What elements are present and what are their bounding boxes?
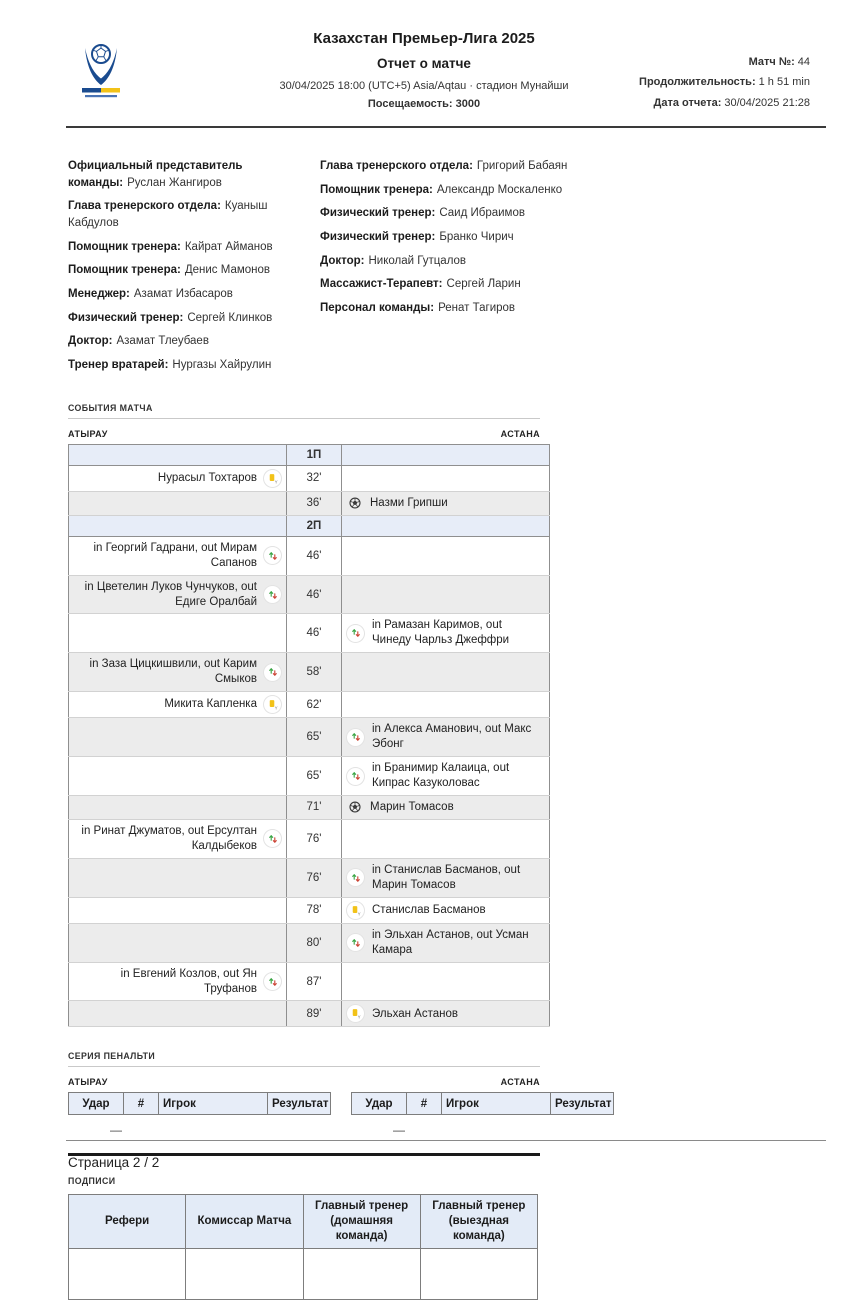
signature-header-cell: Комиссар Матча xyxy=(186,1195,303,1249)
events-section-divider xyxy=(68,418,540,419)
official-role-label: Физический тренер: xyxy=(68,311,184,324)
away-event-cell xyxy=(342,536,550,575)
duration-value: 1 h 51 min xyxy=(758,76,810,89)
attendance-label: Посещаемость: xyxy=(367,98,453,110)
home-event-cell xyxy=(69,536,287,575)
away-event-cell xyxy=(342,575,550,614)
home-event-cell xyxy=(69,614,287,653)
event-row xyxy=(69,465,550,491)
event-row xyxy=(69,757,550,796)
event-text: in Евгений Козлов, out Ян Труфанов xyxy=(120,967,257,995)
home-team-name: АТЫРАУ xyxy=(68,428,108,439)
events-table xyxy=(68,444,550,1028)
official-line xyxy=(320,276,586,293)
event-row xyxy=(69,491,550,515)
svg-text:Y: Y xyxy=(357,911,361,917)
league-logo xyxy=(78,40,124,102)
substitution-icon xyxy=(264,830,281,847)
signatures-section-title: ПОДПИСИ xyxy=(68,1176,116,1187)
signature-empty-cell xyxy=(303,1249,420,1300)
penalty-team-row xyxy=(68,1077,540,1087)
home-event-cell xyxy=(69,1001,287,1027)
svg-text:Y: Y xyxy=(274,705,278,711)
event-row xyxy=(69,575,550,614)
match-number-label: Матч №: xyxy=(748,56,795,68)
yellow-card-icon xyxy=(347,1005,364,1022)
event-text: in Бранимир Калаица, out Кипрас Казуколовас xyxy=(372,762,510,790)
period-away-cell xyxy=(342,515,550,536)
home-event-cell xyxy=(69,757,287,796)
away-officials-column xyxy=(320,158,586,381)
official-line xyxy=(68,239,314,256)
substitution-icon xyxy=(347,768,364,785)
event-row xyxy=(69,923,550,962)
signature-empty-cell xyxy=(69,1249,186,1300)
away-event-cell xyxy=(342,465,550,491)
event-text: in Эльхан Астанов, out Усман Камара xyxy=(372,928,529,956)
away-event-cell xyxy=(342,653,550,692)
home-event-content xyxy=(74,580,281,610)
official-line xyxy=(68,310,314,327)
official-role-label: Физический тренер: xyxy=(320,231,436,244)
penalty-header-cell: Результат xyxy=(268,1093,331,1115)
duration-label: Продолжительность: xyxy=(639,76,756,89)
event-text: in Заза Цицкишвили, out Карим Смыков xyxy=(89,658,257,686)
period-home-cell xyxy=(69,444,287,465)
official-person-name: Куаныш Кабдулов xyxy=(68,200,268,230)
minute-cell: 58' xyxy=(287,653,342,692)
page-number: Страница 2 / 2 xyxy=(68,1155,160,1170)
event-row xyxy=(69,858,550,897)
official-person-name: Руслан Жангиров xyxy=(127,176,222,189)
official-person-name: Николай Гутцалов xyxy=(368,254,467,267)
away-event-content xyxy=(347,1005,544,1022)
away-event-cell xyxy=(342,819,550,858)
away-team-name: АСТАНА xyxy=(500,428,540,439)
away-event-cell xyxy=(342,858,550,897)
event-text: in Рамазан Каримов, out Чинеду Чарльз Джеффри xyxy=(372,619,510,647)
home-event-cell xyxy=(69,491,287,515)
official-person-name: Григорий Бабаян xyxy=(476,160,568,172)
event-row xyxy=(69,819,550,858)
official-role-label: Глава тренерского отдела: xyxy=(320,160,473,172)
signature-header-cell: Главный тренер (выездная команда) xyxy=(420,1195,537,1249)
official-role-label: Тренер вратарей: xyxy=(68,359,169,372)
home-event-cell xyxy=(69,465,287,491)
event-text: Станислав Басманов xyxy=(372,903,486,916)
period-home-cell xyxy=(69,515,287,536)
away-event-content xyxy=(347,863,544,893)
minute-cell: 89' xyxy=(287,1001,342,1027)
period-label: 2П xyxy=(287,515,342,536)
event-row xyxy=(69,692,550,718)
match-number-value: 44 xyxy=(797,56,810,68)
away-event-content xyxy=(347,618,544,648)
yellow-card-icon xyxy=(347,902,364,919)
official-person-name: Ренат Тагиров xyxy=(438,302,516,315)
substitution-icon xyxy=(347,729,364,746)
official-person-name: Нургазы Хайрулин xyxy=(172,359,272,372)
event-row xyxy=(69,897,550,923)
official-line xyxy=(68,333,314,350)
minute-cell: 62' xyxy=(287,692,342,718)
period-label: 1П xyxy=(287,444,342,465)
penalty-section-divider xyxy=(68,1066,540,1067)
signature-empty-cell xyxy=(420,1249,537,1300)
away-event-cell xyxy=(342,923,550,962)
official-role-label: Официальный представитель команды: xyxy=(68,160,243,189)
substitution-icon xyxy=(264,973,281,990)
away-event-cell xyxy=(342,718,550,757)
penalty-header-cell: Игрок xyxy=(442,1093,551,1115)
away-event-cell xyxy=(342,795,550,819)
away-event-content xyxy=(347,928,544,958)
home-event-content xyxy=(74,541,281,571)
signature-header-cell: Главный тренер (домашняя команда) xyxy=(303,1195,420,1249)
minute-cell: 87' xyxy=(287,962,342,1001)
away-event-cell xyxy=(342,491,550,515)
team-officials xyxy=(68,158,848,381)
minute-cell: 32' xyxy=(287,465,342,491)
signature-header-cell: Рефери xyxy=(69,1195,186,1249)
report-header xyxy=(0,0,848,120)
official-role-label: Массажист-Терапевт: xyxy=(320,278,443,291)
period-away-cell xyxy=(342,444,550,465)
event-text: Марин Томасов xyxy=(370,801,454,813)
official-role-label: Доктор: xyxy=(320,254,365,267)
official-role-label: Персонал команды: xyxy=(320,302,435,315)
official-line xyxy=(320,300,586,317)
minute-cell: 46' xyxy=(287,614,342,653)
league-logo-graphic xyxy=(78,40,124,102)
away-event-cell xyxy=(342,1001,550,1027)
event-text: in Алекса Аманович, out Макс Эбонг xyxy=(372,723,532,751)
penalty-header-cell: # xyxy=(124,1093,159,1115)
minute-cell: 65' xyxy=(287,757,342,796)
substitution-icon xyxy=(347,869,364,886)
event-text: Назми Грипши xyxy=(370,496,448,509)
official-line xyxy=(320,158,586,175)
minute-cell: 46' xyxy=(287,536,342,575)
penalty-home-team-name: АТЫРАУ xyxy=(68,1077,108,1088)
official-line xyxy=(320,205,586,222)
home-event-content xyxy=(74,657,281,687)
minute-cell: 78' xyxy=(287,897,342,923)
attendance-line xyxy=(214,98,634,110)
official-line xyxy=(68,262,314,279)
penalty-home-block xyxy=(68,1092,331,1137)
official-role-label: Глава тренерского отдела: xyxy=(68,200,221,213)
official-person-name: Бранко Чирич xyxy=(439,231,514,244)
signatures-table xyxy=(68,1194,538,1300)
period-row xyxy=(69,444,550,465)
official-role-label: Помощник тренера: xyxy=(68,264,181,277)
event-row xyxy=(69,795,550,819)
substitution-icon xyxy=(347,625,364,642)
away-event-cell xyxy=(342,614,550,653)
official-person-name: Азамат Тлеубаев xyxy=(116,335,209,348)
penalty-header-cell: Удар xyxy=(352,1093,407,1115)
minute-cell: 76' xyxy=(287,858,342,897)
substitution-icon xyxy=(264,664,281,681)
official-line xyxy=(320,182,586,199)
home-event-cell xyxy=(69,923,287,962)
league-title: Казахстан Премьер-Лига 2025 xyxy=(313,30,535,47)
official-person-name: Кайрат Айманов xyxy=(184,240,273,253)
home-event-content xyxy=(74,967,281,997)
home-event-cell xyxy=(69,897,287,923)
events-team-row xyxy=(68,429,540,439)
home-event-cell xyxy=(69,718,287,757)
penalty-header-cell: # xyxy=(407,1093,442,1115)
penalty-tables xyxy=(68,1092,612,1138)
event-row xyxy=(69,1001,550,1027)
home-event-cell xyxy=(69,795,287,819)
minute-cell: 71' xyxy=(287,795,342,819)
home-event-cell xyxy=(69,858,287,897)
home-event-content xyxy=(74,696,281,713)
event-row xyxy=(69,536,550,575)
page-footer xyxy=(0,1140,848,1170)
goal-icon xyxy=(347,800,362,815)
penalty-away-empty: — xyxy=(393,1123,405,1138)
goal-icon xyxy=(347,496,362,511)
event-row xyxy=(69,718,550,757)
home-event-cell xyxy=(69,819,287,858)
away-event-content xyxy=(347,800,544,815)
substitution-icon xyxy=(347,934,364,951)
official-person-name: Азамат Избасаров xyxy=(133,288,233,301)
official-role-label: Менеджер: xyxy=(68,288,130,301)
attendance-value: 3000 xyxy=(455,98,481,110)
event-row xyxy=(69,962,550,1001)
official-role-label: Доктор: xyxy=(68,335,113,348)
yellow-card-icon xyxy=(264,470,281,487)
penalty-away-team-name: АСТАНА xyxy=(500,1077,540,1088)
official-role-label: Помощник тренера: xyxy=(320,183,433,196)
substitution-icon xyxy=(264,547,281,564)
signature-empty-cell xyxy=(186,1249,303,1300)
event-text: Эльхан Астанов xyxy=(372,1007,458,1020)
penalty-away-block xyxy=(351,1092,614,1137)
away-event-content xyxy=(347,761,544,791)
home-event-cell xyxy=(69,653,287,692)
penalty-header-cell: Удар xyxy=(69,1093,124,1115)
home-event-cell xyxy=(69,962,287,1001)
event-text: in Георгий Гадрани, out Мирам Сапанов xyxy=(93,541,257,569)
svg-text:Y: Y xyxy=(274,479,278,485)
period-row xyxy=(69,515,550,536)
official-line xyxy=(320,253,586,270)
official-person-name: Александр Москаленко xyxy=(436,183,563,196)
yellow-card-icon xyxy=(264,696,281,713)
away-event-cell xyxy=(342,897,550,923)
event-text: in Ринат Джуматов, out Ерсултан Калдыбеков xyxy=(81,824,257,852)
event-text: Нурасыл Тохтаров xyxy=(157,471,257,484)
penalty-home-empty: — xyxy=(110,1123,122,1138)
official-role-label: Помощник тренера: xyxy=(68,240,181,253)
event-text: in Цветелин Луков Чунчуков, out Едиге Оралбай xyxy=(84,580,257,608)
penalty-section-title: СЕРИЯ ПЕНАЛЬТИ xyxy=(68,1051,156,1062)
report-date-label: Дата отчета: xyxy=(653,96,722,109)
minute-cell: 46' xyxy=(287,575,342,614)
minute-cell: 36' xyxy=(287,491,342,515)
home-event-cell xyxy=(69,575,287,614)
official-person-name: Саид Ибраимов xyxy=(439,207,525,220)
official-person-name: Сергей Клинков xyxy=(187,311,273,324)
event-text: Микита Капленка xyxy=(164,698,257,711)
match-number-line xyxy=(639,52,810,72)
official-person-name: Сергей Ларин xyxy=(446,278,521,291)
penalty-header-cell: Игрок xyxy=(159,1093,268,1115)
svg-text:Y: Y xyxy=(357,1014,361,1020)
away-event-cell xyxy=(342,757,550,796)
official-person-name: Денис Мамонов xyxy=(184,264,271,277)
minute-cell: 76' xyxy=(287,819,342,858)
away-event-cell xyxy=(342,962,550,1001)
penalty-away-table xyxy=(351,1092,614,1115)
event-row xyxy=(69,653,550,692)
event-text: in Станислав Басманов, out Марин Томасов xyxy=(372,863,521,891)
match-events-section xyxy=(68,403,540,1028)
home-event-cell xyxy=(69,692,287,718)
event-row xyxy=(69,614,550,653)
away-event-cell xyxy=(342,692,550,718)
report-date-line xyxy=(639,93,810,113)
events-section-title: СОБЫТИЯ МАТЧА xyxy=(68,402,153,413)
penalty-home-table xyxy=(68,1092,331,1115)
report-date-value: 30/04/2025 21:28 xyxy=(724,96,810,109)
substitution-icon xyxy=(264,586,281,603)
header-title-block xyxy=(214,30,634,110)
report-title: Отчет о матче xyxy=(377,56,471,71)
away-event-content xyxy=(347,496,544,511)
duration-line xyxy=(639,72,810,92)
official-line xyxy=(68,198,314,231)
official-line xyxy=(68,158,314,191)
footer-divider xyxy=(66,1140,826,1141)
minute-cell: 80' xyxy=(287,923,342,962)
match-datetime-venue: 30/04/2025 18:00 (UTC+5) Asia/Aqtau · стадион Мунайши xyxy=(279,80,569,92)
header-divider xyxy=(66,126,826,128)
home-event-content xyxy=(74,470,281,487)
signatures-section xyxy=(68,1176,540,1300)
header-info-block xyxy=(639,52,810,113)
official-line xyxy=(320,229,586,246)
away-event-content xyxy=(347,902,544,919)
home-event-content xyxy=(74,824,281,854)
away-event-content xyxy=(347,722,544,752)
official-line xyxy=(68,286,314,303)
minute-cell: 65' xyxy=(287,718,342,757)
home-officials-column xyxy=(68,158,314,381)
official-line xyxy=(68,357,314,374)
penalty-header-cell: Результат xyxy=(551,1093,614,1115)
official-role-label: Физический тренер: xyxy=(320,207,436,220)
